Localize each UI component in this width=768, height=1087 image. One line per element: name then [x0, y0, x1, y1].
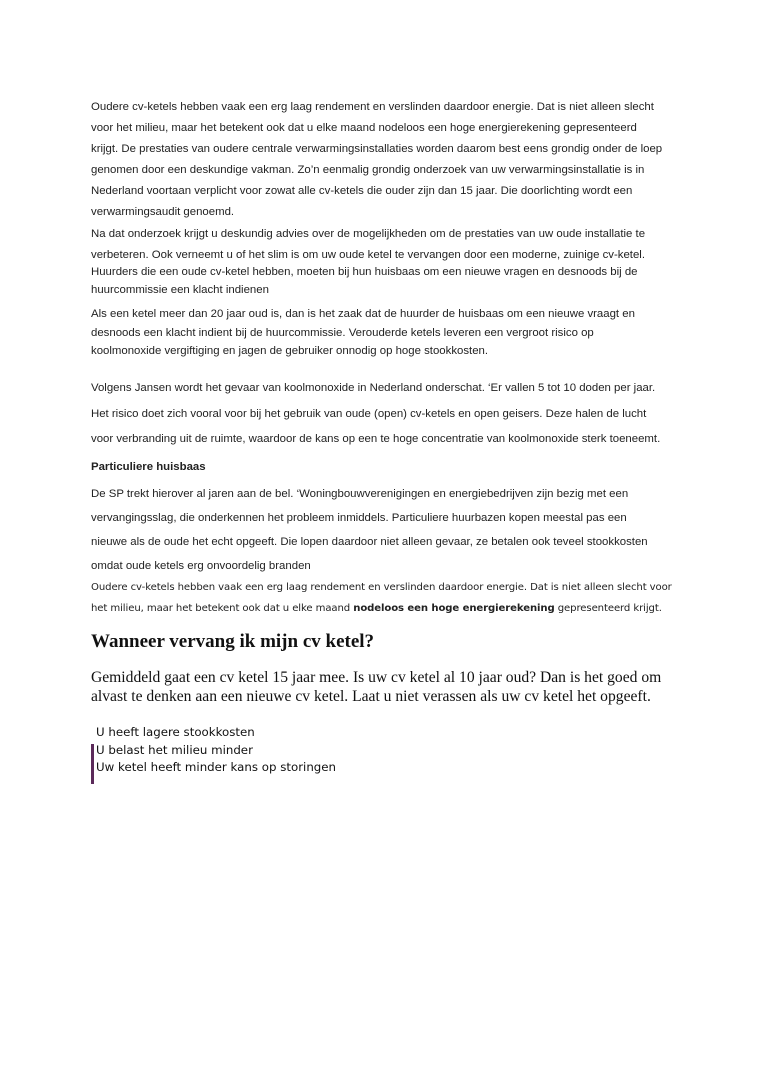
- text-line: vervangingsslag, die onderkennen het probleem inmiddels. Particuliere huurbazen kopen meestal pas een: [91, 512, 627, 524]
- text-line: verwarmingsaudit genoemd.: [91, 206, 235, 218]
- paragraph-intro: [91, 97, 691, 223]
- benefits-list: [91, 724, 336, 777]
- paragraph-age: [91, 305, 691, 361]
- list-item: U heeft lagere stookkosten: [96, 725, 255, 739]
- text-line: voor het milieu, maar het betekent ook dat u elke maand nodeloos een hoge energierekening gepresenteerd: [91, 122, 637, 134]
- text-line: Volgens Jansen wordt het gevaar van koolmonoxide in Nederland onderschat. ‘Er vallen 5 tot 10 doden per jaar.: [91, 382, 656, 394]
- text-line: voor verbranding uit de ruimte, waardoor de kans op een te hoge concentratie van koolmonoxide sterk toeneemt.: [91, 433, 661, 445]
- paragraph-replacement: [91, 669, 711, 706]
- list-item: U belast het milieu minder: [96, 742, 253, 757]
- text-line: Het risico doet zich vooral voor bij het gebruik van oude (open) cv-ketels en open geisers. Deze halen de lucht: [91, 407, 647, 420]
- text-line: Als een ketel meer dan 20 jaar oud is, dan is het zaak dat de huurder de huisbaas om een nieuwe vraagt en: [91, 308, 635, 320]
- section-subheading: Particuliere huisbaas: [91, 461, 206, 473]
- list-item: Uw ketel heeft minder kans op storingen: [96, 760, 337, 774]
- text-line: Na dat onderzoek krijgt u deskundig advies over de mogelijkheden om de prestaties van uw oude installatie te: [91, 228, 646, 240]
- text-line: koolmonoxide vergiftiging en jagen de gebruiker onnodig op hoge stookkosten.: [91, 345, 489, 357]
- bold-text-segment: nodeloos een hoge energierekening: [353, 603, 555, 614]
- text-line: desnoods een klacht indient bij de huurcommissie. Verouderde ketels leveren een vergroot risico op: [91, 326, 594, 339]
- paragraph-tenants: [91, 263, 691, 299]
- text-segment: gepresenteerd krijgt.: [554, 603, 662, 614]
- text-line: huurcommissie een klacht indienen: [91, 284, 269, 296]
- text-line: Nederland voortaan verplicht voor zowat alle cv-ketels die ouder zijn dan 15 jaar. Die doorlichting wordt een: [91, 185, 633, 197]
- text-line: De SP trekt hierover al jaren aan de bel. ‘Woningbouwverenigingen en energiebedrijven zijn bezig met een: [91, 488, 629, 500]
- paragraph-carbon-monoxide: [91, 376, 691, 453]
- paragraph-landlord: [91, 482, 691, 578]
- text-line: Huurders die een oude cv-ketel hebben, moeten bij hun huisbaas om een nieuwe vragen en desnoods bij de: [91, 266, 638, 278]
- text-line: Oudere cv-ketels hebben vaak een erg laag rendement en verslinden daardoor energie. Dat is niet alleen slecht: [91, 101, 654, 113]
- text-line: omdat oude ketels erg onvoordelig branden: [91, 560, 311, 572]
- accent-bar: [91, 744, 94, 784]
- paragraph-summary: [91, 577, 691, 619]
- text-line: alvast te denken aan een nieuwe cv ketel. Laat u niet verassen als uw cv ketel het opgeeft.: [91, 687, 651, 705]
- text-line: [91, 598, 691, 619]
- section-heading: Wanneer vervang ik mijn cv ketel?: [91, 631, 375, 652]
- text-line: genomen door een deskundige vakman. Zo’n eenmalig grondig onderzoek van uw verwarmingsinstallatie is in: [91, 164, 645, 176]
- text-segment: het milieu, maar het betekent ook dat u elke maand: [91, 603, 354, 614]
- text-line: Oudere cv-ketels hebben vaak een erg laag rendement en verslinden daardoor energie. Dat is niet alleen slecht voor: [91, 582, 672, 593]
- text-line: nieuwe als de oude het echt opgeeft. Die lopen daardoor niet alleen gevaar, ze betalen ook teveel stookkosten: [91, 536, 648, 548]
- text-line: verbeteren. Ook verneemt u of het slim is om uw oude ketel te vervangen door een moderne, zuinige cv-ketel.: [91, 249, 646, 261]
- text-line: Gemiddeld gaat een cv ketel 15 jaar mee. Is uw cv ketel al 10 jaar oud? Dan is het goed om: [91, 669, 662, 686]
- paragraph-advice: [91, 224, 691, 266]
- text-line: krijgt. De prestaties van oudere centrale verwarmingsinstallaties worden daarom best eens grondig onder de loep: [91, 143, 663, 155]
